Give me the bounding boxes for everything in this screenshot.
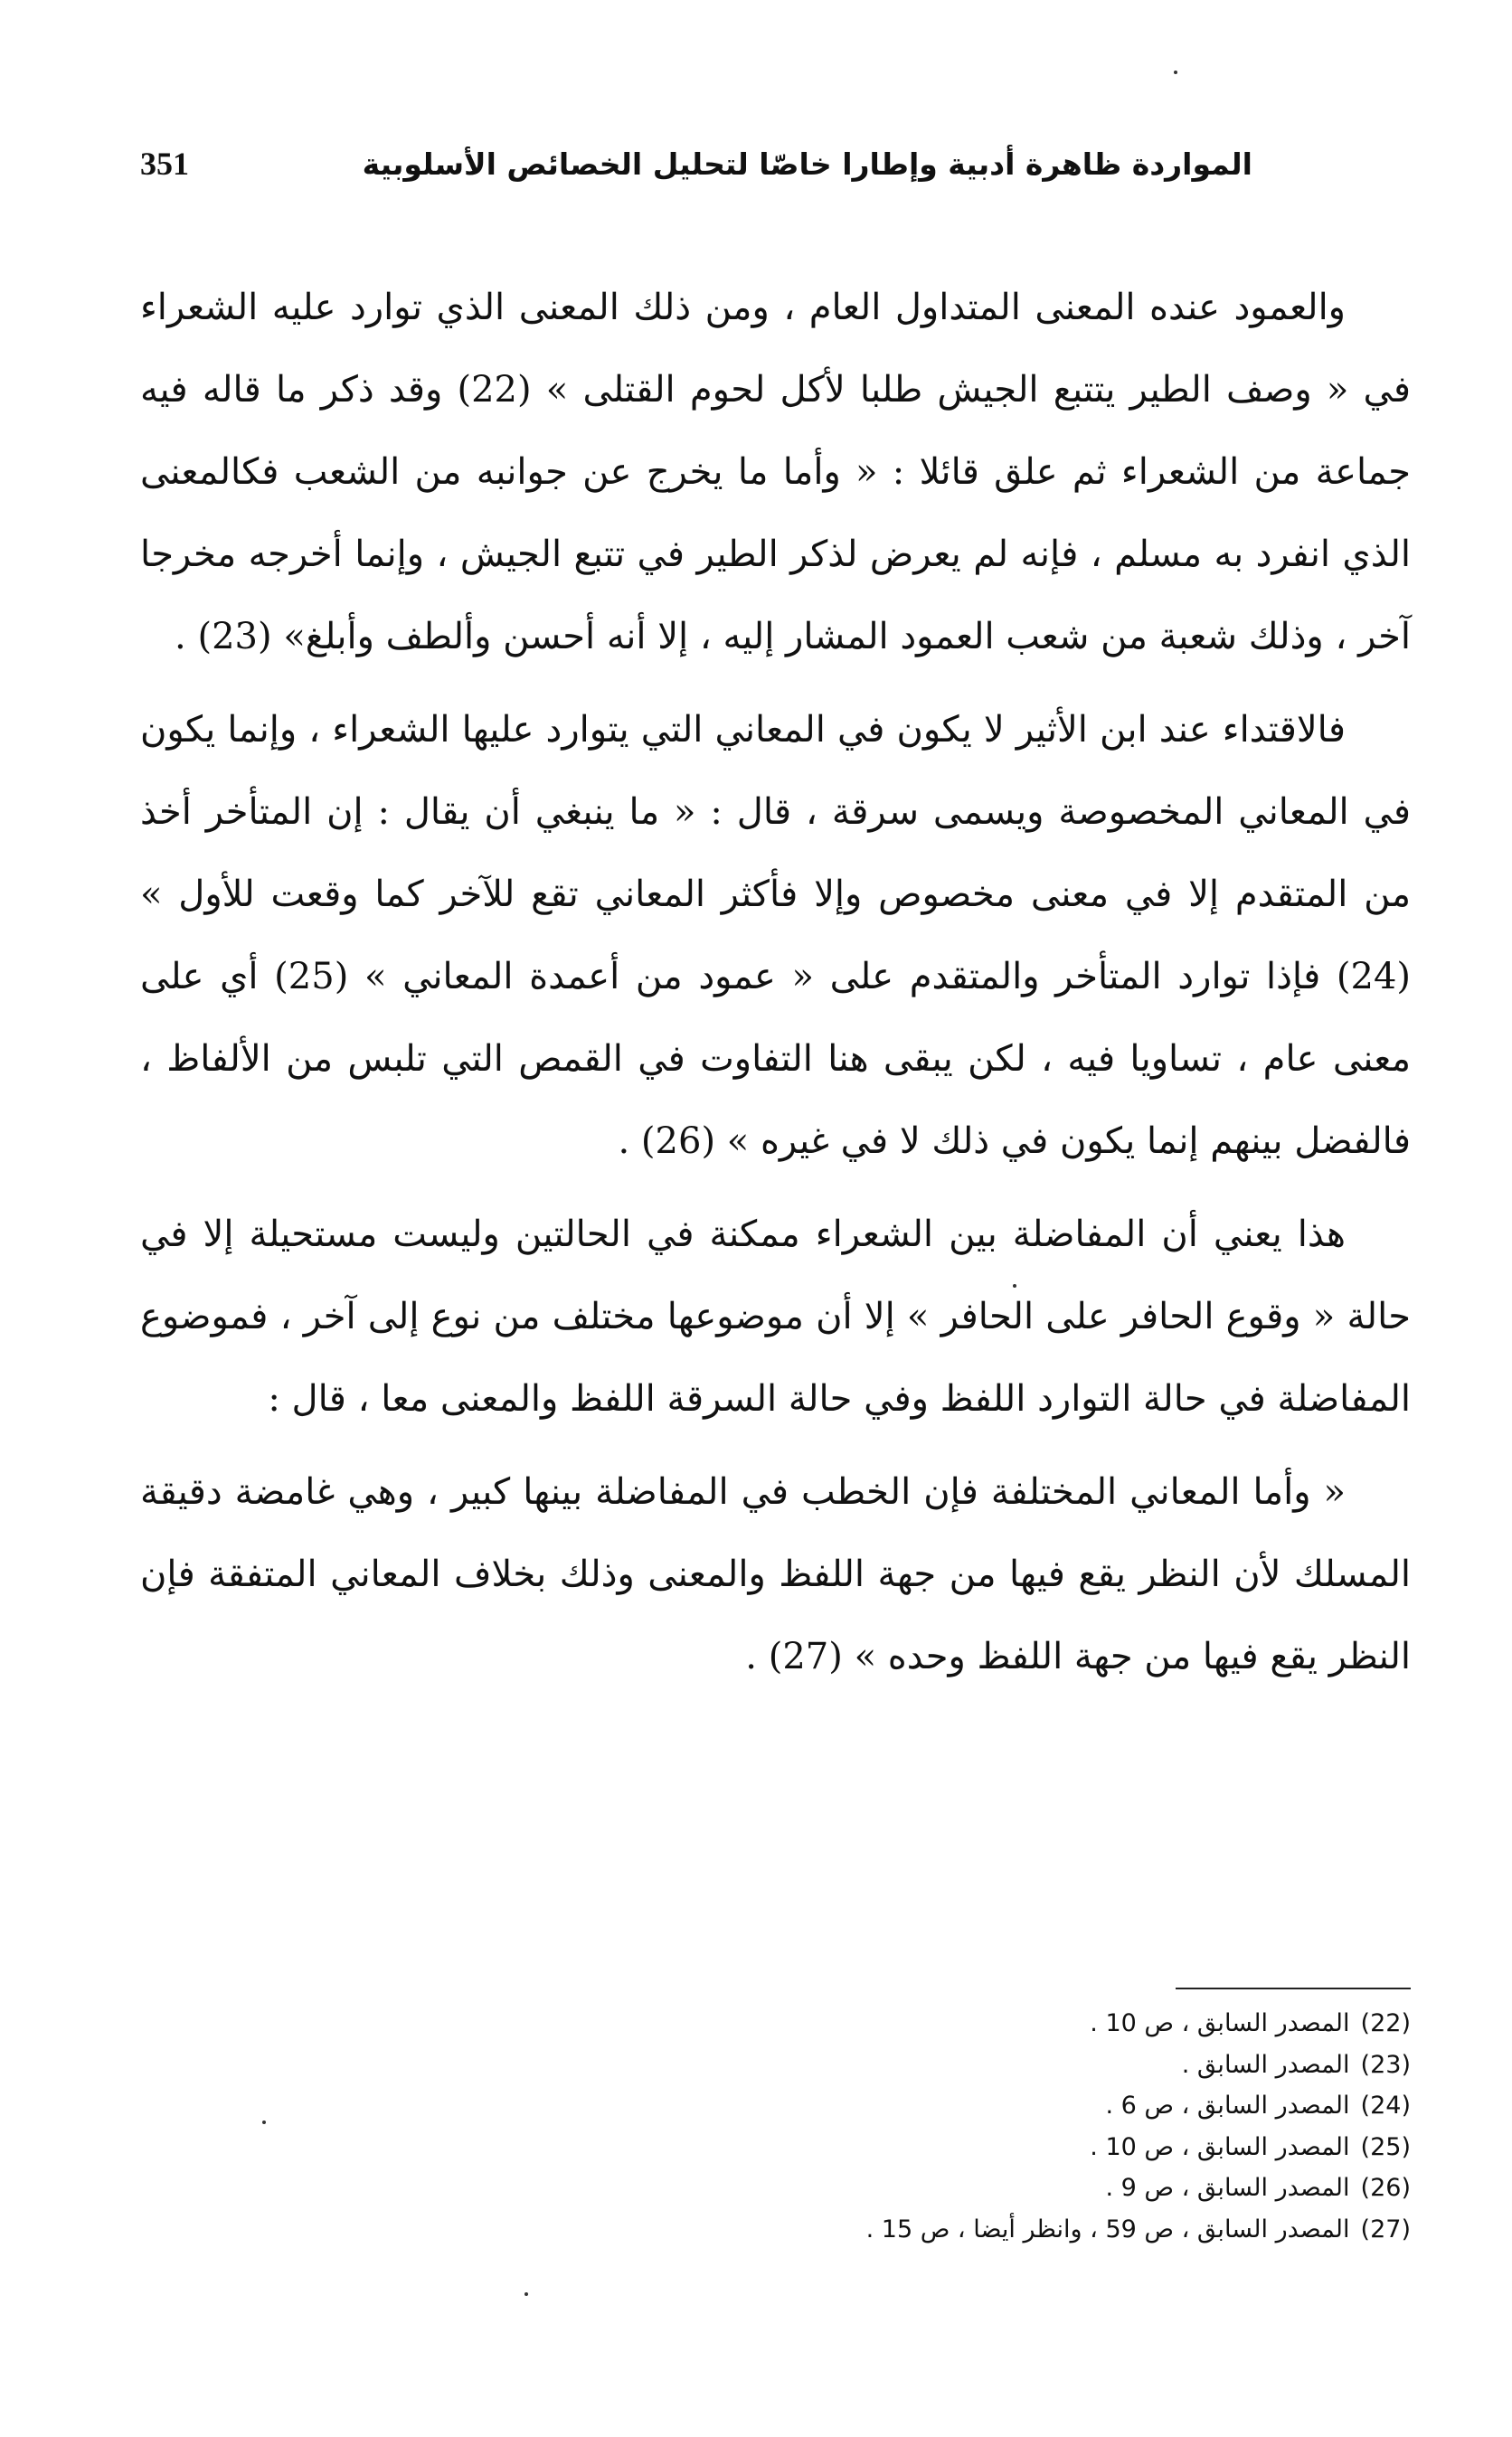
footnote-text: المصدر السابق ، ص 9 . [1105, 2174, 1350, 2202]
footnote-text: المصدر السابق ، ص 10 . [1090, 2009, 1350, 2037]
footnote-22 [543, 2003, 1411, 2045]
footnote-text: المصدر السابق ، ص 10 . [1090, 2132, 1350, 2161]
footnote-25 [543, 2127, 1411, 2168]
paragraph-4: « وأما المعاني المختلفة فإن الخطب في المفاضلة بينها كبير ، وهي غامضة دقيقة المسلك لأن النظر يقع فيها من جهة اللفظ والمعنى وذلك بخلاف المعاني المتفقة فإن النظر يقع فيها من جهة اللفظ وحده » (27) . [140, 1471, 1411, 1677]
paragraph-2: فالاقتداء عند ابن الأثير لا يكون في المعاني التي يتوارد عليها الشعراء ، وإنما يكون في المعاني المخصوصة ويسمى سرقة ، قال : « ما ينبغي أن يقال : إن المتأخر أخذ من المتقدم إلا في معنى مخصوص وإلا فأكثر المعاني تقع للآخر كما وقعت للأول » (24) فإذا توارد المتأخر والمتقدم على « عمود من أعمدة المعاني » (25) أي على معنى عام ، تساويا فيه ، لكن يبقى هنا التفاوت في القمص التي تلبس من الألفاظ ، فالفضل بينهم إنما يكون في ذلك لا في غيره » (26) . [140, 709, 1412, 1162]
page-header [140, 136, 1252, 199]
body-text [140, 267, 1411, 1698]
footnote-23 [543, 2045, 1411, 2086]
scan-speck [1174, 71, 1177, 74]
footnotes [543, 2003, 1411, 2250]
footnote-number: (27) [1360, 2215, 1411, 2243]
footnote-number: (22) [1360, 2009, 1411, 2037]
footnote-27 [543, 2209, 1411, 2251]
footnote-divider [1176, 1988, 1411, 1989]
scan-speck [1013, 1284, 1016, 1288]
footnote-number: (25) [1360, 2132, 1411, 2161]
footnote-text: المصدر السابق ، ص 6 . [1105, 2092, 1350, 2120]
running-title: المواردة ظاهرة أدبية وإطارا خاصّا لتحليل الخصائص الأسلوبية [362, 146, 1252, 182]
footnote-number: (26) [1360, 2174, 1411, 2202]
scan-speck [262, 2121, 266, 2124]
footnote-26 [543, 2168, 1411, 2209]
footnote-text: المصدر السابق ، ص 59 ، وانظر أيضا ، ص 15 . [865, 2215, 1350, 2243]
paragraph-1: والعمود عنده المعنى المتداول العام ، ومن ذلك المعنى الذي توارد عليه الشعراء في « وصف الطير يتتبع الجيش طلبا لأكل لحوم القتلى » (22) وقد ذكر ما قاله فيه جماعة من الشعراء ثم علق قائلا : « وأما ما يخرج عن جوانبه من الشعب فكالمعنى الذي انفرد به مسلم ، فإنه لم يعرض لذكر الطير في تتبع الجيش ، وإنما أخرجه مخرجا آخر ، وذلك شعبة من شعب العمود المشار إليه ، إلا أنه أحسن وألطف وأبلغ» (23) . [140, 287, 1411, 657]
footnote-text: المصدر السابق . [1181, 2050, 1350, 2079]
footnote-number: (24) [1360, 2092, 1411, 2120]
footnote-24 [543, 2085, 1411, 2127]
paragraph-3: هذا يعني أن المفاضلة بين الشعراء ممكنة في الحالتين وليست مستحيلة إلا في حالة « وقوع الحافر على الحافر » إلا أن موضوعها مختلف من نوع إلى آخر ، فموضوع المفاضلة في حالة التوارد اللفظ وفي حالة السرقة اللفظ والمعنى معا ، قال : [140, 1214, 1411, 1420]
footnote-number: (23) [1360, 2050, 1411, 2079]
page-number: 351 [140, 146, 189, 182]
scan-speck [524, 2292, 528, 2296]
